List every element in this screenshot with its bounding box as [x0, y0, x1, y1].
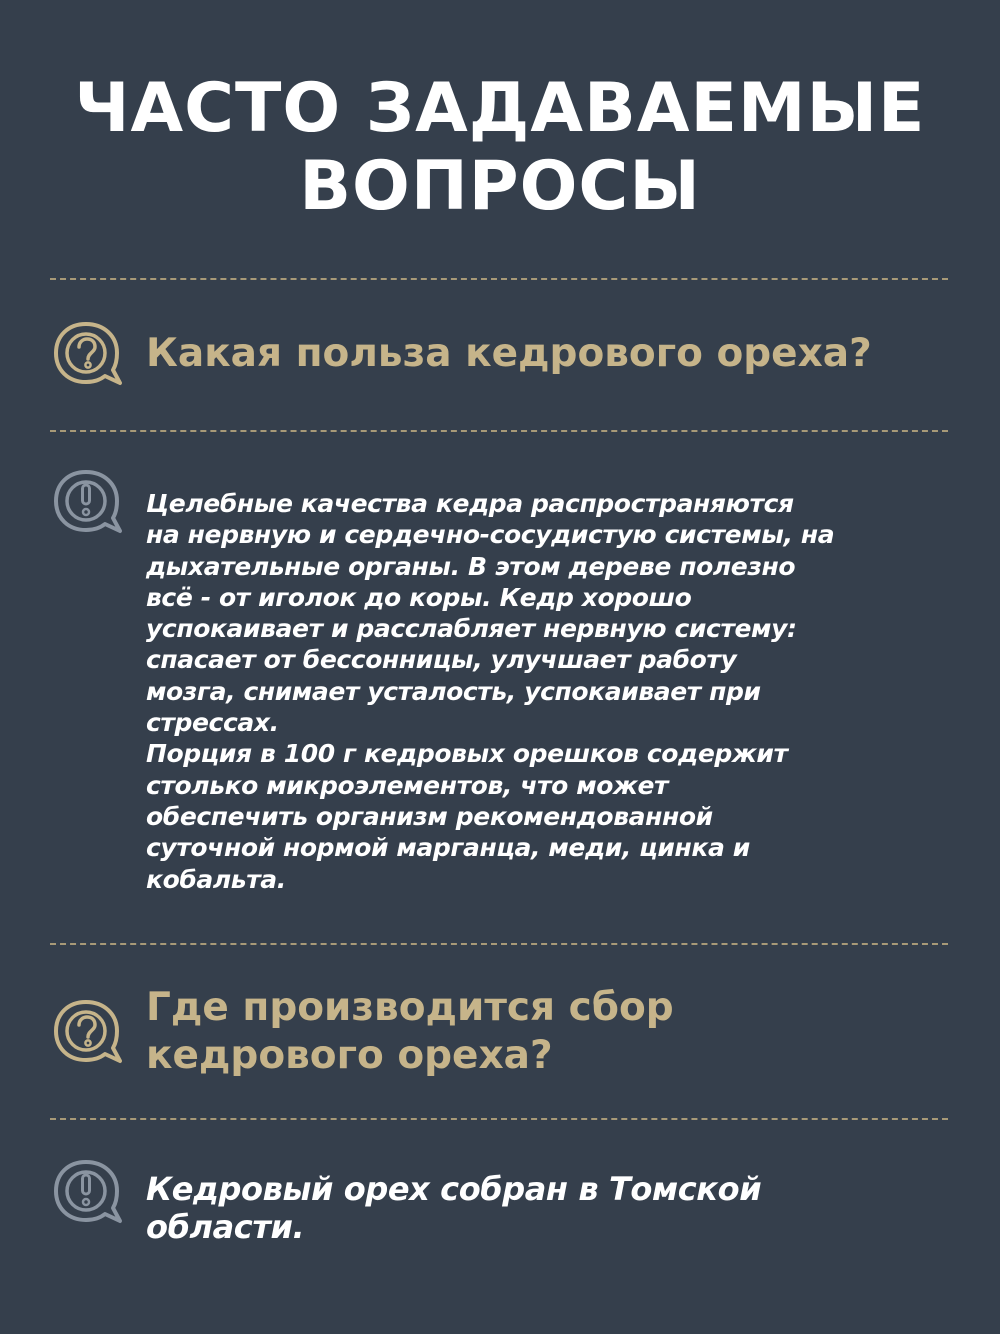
faq-answer-line: дыхательные органы. В этом дереве полезно: [146, 551, 796, 581]
page-title: [0, 70, 1000, 226]
dashed-divider: [50, 278, 948, 280]
faq-answer: [146, 488, 946, 895]
question-bubble-icon: [50, 996, 124, 1068]
faq-answer-line: успокаивает и расслабляет нервную систему:: [146, 614, 797, 644]
faq-answer-line: стрессах.: [146, 708, 279, 738]
faq-question-line: кедрового ореха?: [146, 1033, 553, 1078]
exclamation-bubble-icon: [50, 1156, 124, 1228]
faq-answer-line: Порция в 100 г кедровых орешков содержит: [146, 739, 788, 769]
question-bubble-icon: [50, 318, 124, 390]
faq-answer-line: спасает от бессонницы, улучшает работу: [146, 645, 737, 675]
faq-answer-line: на нервную и сердечно-сосудистую системы, на: [146, 520, 835, 550]
faq-answer-line: обеспечить организм рекомендованной: [146, 801, 713, 831]
faq-question: [146, 330, 956, 378]
faq-answer-line: Кедровый орех собран в Томской: [146, 1170, 762, 1208]
dashed-divider: [50, 430, 948, 432]
faq-answer-line: области.: [146, 1208, 305, 1246]
page-title-line: ВОПРОСЫ: [299, 147, 701, 226]
faq-question: [146, 984, 956, 1080]
faq-answer-line: всё - от иголок до коры. Кедр хорошо: [146, 582, 692, 612]
faq-answer-line: Целебные качества кедра распространяются: [146, 489, 794, 518]
faq-answer-line: мозга, снимает усталость, успокаивает при: [146, 676, 761, 706]
faq-answer-line: суточной нормой марганца, меди, цинка и: [146, 833, 750, 863]
faq-question-line: Какая польза кедрового ореха?: [146, 331, 872, 376]
faq-question-line: Где производится сбор: [146, 985, 674, 1030]
faq-answer-line: кобальта.: [146, 864, 286, 894]
exclamation-bubble-icon: [50, 466, 124, 538]
faq-answer-line: столько микроэлементов, что может: [146, 770, 669, 800]
page-title-line: ЧАСТО ЗАДАВАЕМЫЕ: [74, 69, 926, 148]
dashed-divider: [50, 943, 948, 945]
faq-answer: [146, 1170, 946, 1246]
dashed-divider: [50, 1118, 948, 1120]
